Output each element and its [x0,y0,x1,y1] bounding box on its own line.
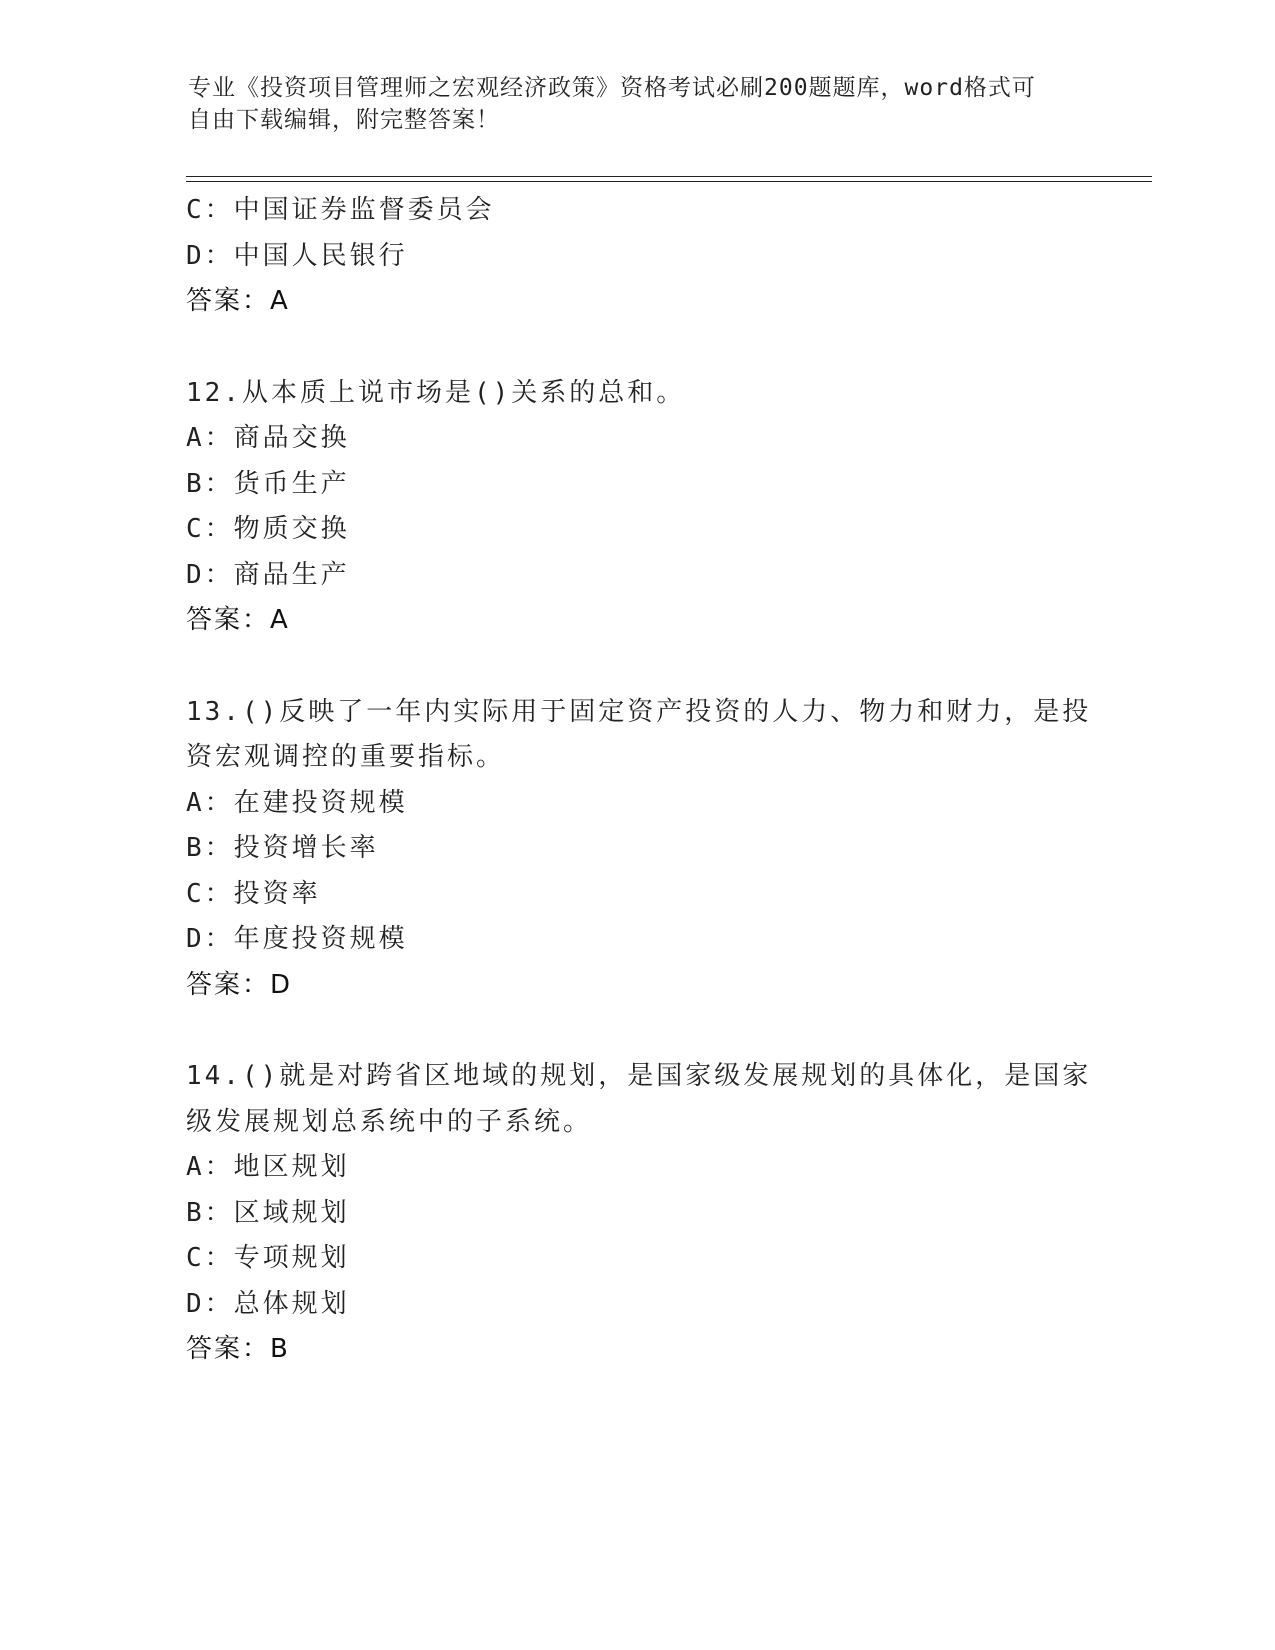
answer-line: 答案：D [186,969,293,1000]
answer-line: 答案：A [186,286,290,316]
option-b: B：货币生产 [186,468,350,499]
question-stem: 12.从本质上说市场是()关系的总和。 [186,377,686,408]
option-b: B：区域规划 [186,1197,350,1228]
header-divider-bottom [186,181,1152,182]
question-stem-continued: 级发展规划总系统中的子系统。 [186,1106,593,1137]
option-c: C：专项规划 [186,1243,350,1273]
option-c: C：中国证券监督委员会 [186,195,495,225]
spacer [186,644,1086,690]
question-block-13 [186,690,1092,1009]
option-d: D：总体规划 [186,1288,350,1319]
option-d: D：中国人民银行 [186,240,408,271]
header-title-line-1: 专业《投资项目管理师之宏观经济政策》资格考试必刷200题题库，word格式可 [188,75,1036,101]
document-header [188,72,1068,136]
answer-line: 答案：A [186,605,290,635]
option-a: A：商品交换 [186,423,350,453]
answer-line: 答案：B [186,1334,290,1364]
question-block-12 [186,371,1086,644]
option-d: D：年度投资规模 [186,924,408,954]
spacer [186,325,1086,371]
option-c: C：投资率 [186,878,321,909]
option-a: A：在建投资规模 [186,787,408,818]
header-divider-top [186,176,1152,177]
spacer [186,1008,1086,1054]
question-block-14 [186,1054,1092,1373]
question-stem: 14.()就是对跨省区地域的规划，是国家级发展规划的具体化，是国家 [186,1061,1092,1091]
question-stem-continued: 资宏观调控的重要指标。 [186,742,506,772]
header-title-line-2: 自由下载编辑，附完整答案！ [188,107,500,133]
question-stem: 13.()反映了一年内实际用于固定资产投资的人力、物力和财力，是投 [186,696,1092,727]
option-b: B：投资增长率 [186,833,379,863]
question-block-11-tail [186,188,1086,325]
option-c: C：物质交换 [186,514,350,544]
option-d: D：商品生产 [186,559,350,590]
question-list [186,188,1092,1373]
option-a: A：地区规划 [186,1152,350,1182]
